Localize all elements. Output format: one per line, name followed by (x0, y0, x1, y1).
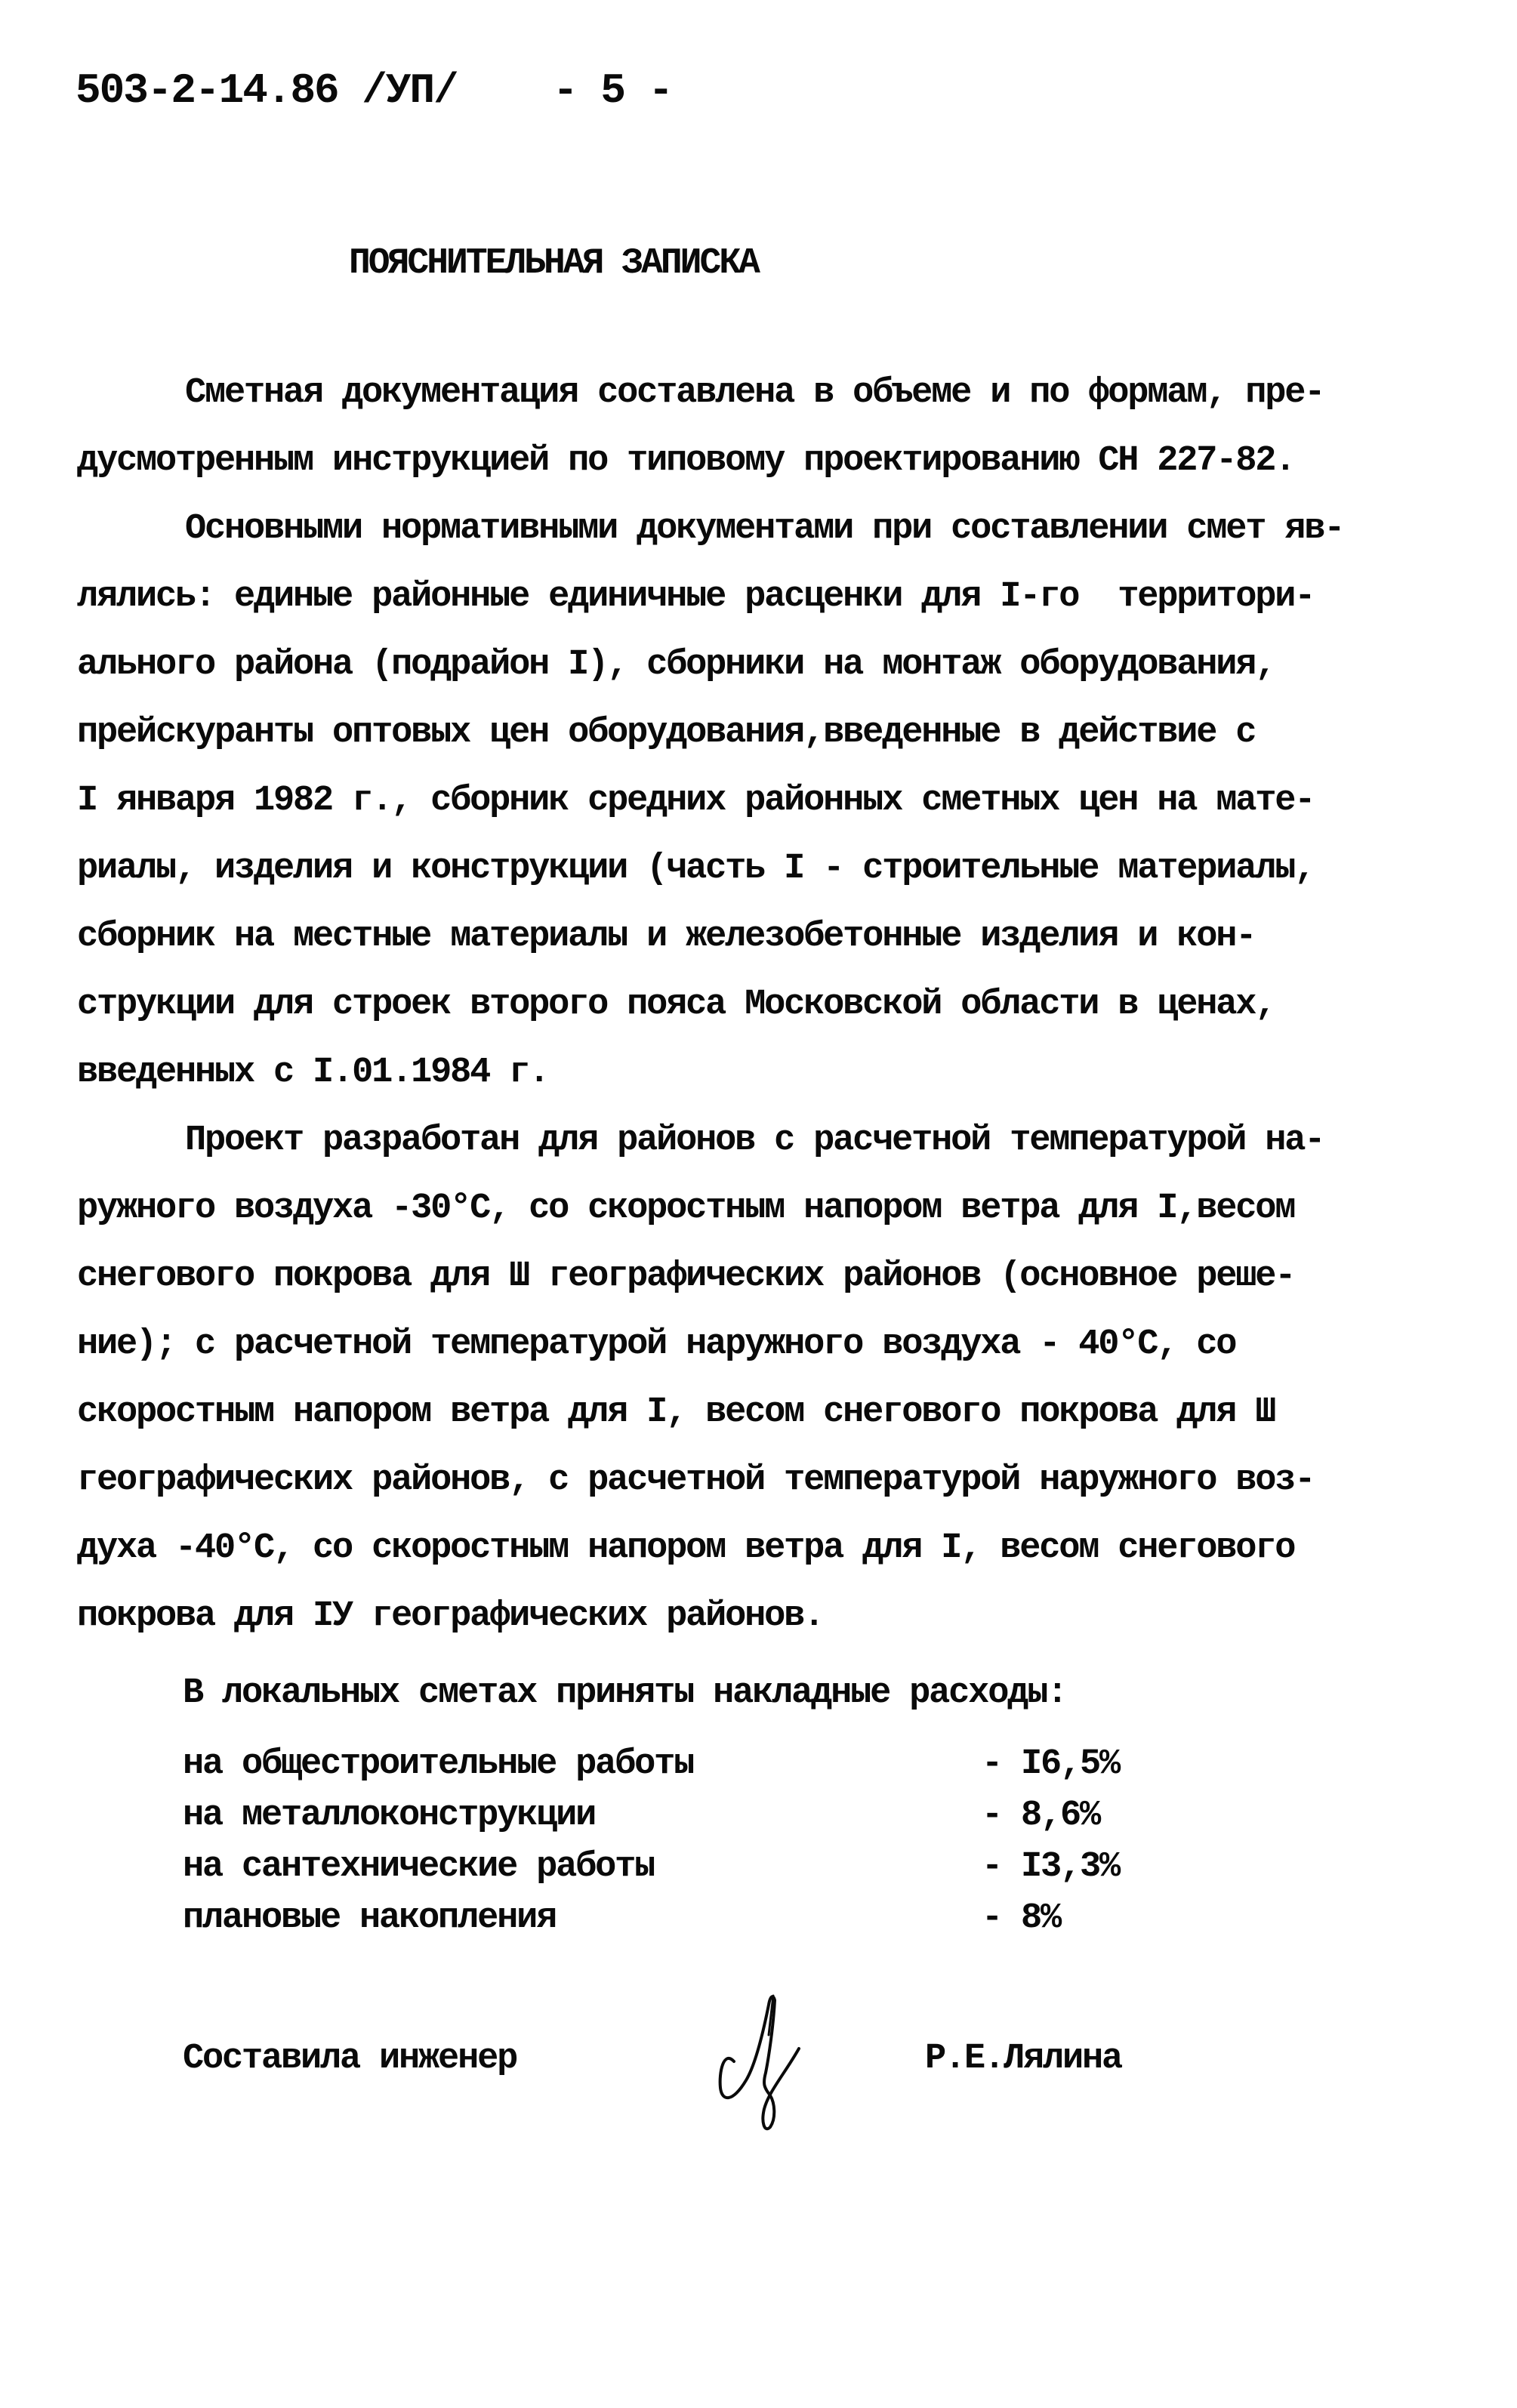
page-number: - 5 - (553, 66, 673, 115)
text-line: струкции для строек второго пояса Московской области в ценах, (77, 985, 1275, 1025)
signoff-role: Составила инженер (183, 2039, 517, 2079)
overhead-label: на сантехнические работы (183, 1847, 655, 1887)
text-line: Сметная документация составлена в объеме и по формам, пре- (185, 373, 1324, 413)
overhead-value: - 8% (982, 1898, 1061, 1938)
text-line: ние); с расчетной температурой наружного воздуха - 40°С, со (77, 1324, 1236, 1364)
text-line: Проект разработан для районов с расчетной температурой на- (185, 1121, 1324, 1161)
overhead-value: - I3,3% (982, 1847, 1120, 1887)
text-line: Основными нормативными документами при составлении смет яв- (185, 509, 1344, 549)
text-line: введенных с I.01.1984 г. (77, 1053, 549, 1093)
text-line: духа -40°С, со скоростным напором ветра для I, весом снегового (77, 1528, 1295, 1568)
text-line: географических районов, с расчетной температурой наружного воз- (77, 1460, 1315, 1500)
text-line: дусмотренным инструкцией по типовому проектированию СН 227-82. (77, 441, 1295, 481)
overheads-intro: В локальных сметах приняты накладные расходы: (183, 1673, 1067, 1713)
text-line: покрова для IУ географических районов. (77, 1596, 824, 1636)
text-line: ружного воздуха -30°С, со скоростным напором ветра для I,весом (77, 1189, 1295, 1229)
doc-code: 503-2-14.86 /УП/ (76, 66, 458, 115)
text-line: риалы, изделия и конструкции (часть I - строительные материалы, (77, 849, 1315, 889)
text-line: снегового покрова для Ш географических районов (основное реше- (77, 1256, 1295, 1296)
overhead-value: - 8,6% (982, 1796, 1100, 1836)
overhead-label: на общестроительные работы (183, 1744, 694, 1784)
overhead-label: плановые накопления (183, 1898, 557, 1938)
text-line: лялись: единые районные единичные расценки для I-го территори- (77, 577, 1315, 617)
overhead-label: на металлоконструкции (183, 1796, 596, 1836)
text-line: скоростным напором ветра для I, весом снегового покрова для Ш (77, 1392, 1275, 1432)
overhead-value: - I6,5% (982, 1744, 1120, 1784)
text-line: сборник на местные материалы и железобетонные изделия и кон- (77, 917, 1256, 957)
signature-icon (710, 1990, 861, 2133)
text-line: I января 1982 г., сборник средних районных сметных цен на мате- (77, 781, 1315, 821)
document-header (76, 66, 672, 115)
text-line: ального района (подрайон I), сборники на монтаж оборудования, (77, 645, 1275, 685)
page-title: ПОЯСНИТЕЛЬНАЯ ЗАПИСКА (349, 243, 758, 284)
signoff-name: Р.Е.Лялина (925, 2039, 1122, 2079)
text-line: прейскуранты оптовых цен оборудования,введенные в действие с (77, 713, 1256, 753)
